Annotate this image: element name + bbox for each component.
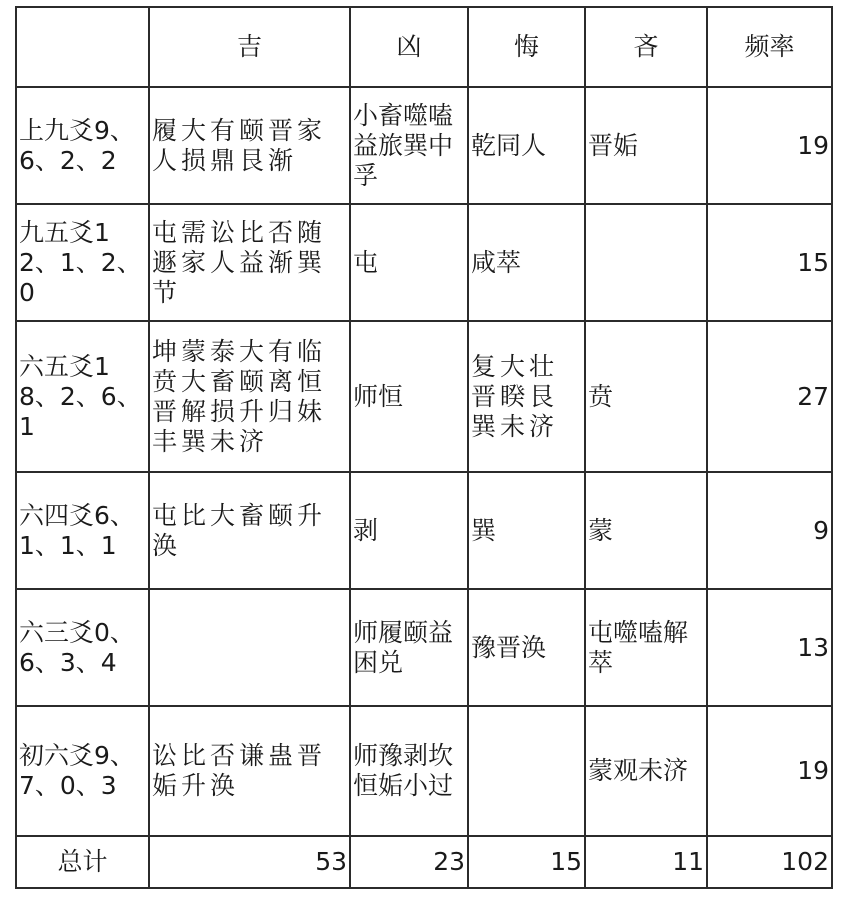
cell-hui: 复大壮晋睽艮巽未济 bbox=[468, 321, 585, 472]
cell-lin: 贲 bbox=[585, 321, 707, 472]
totals-label: 总计 bbox=[16, 836, 149, 888]
cell-frequency: 13 bbox=[707, 589, 832, 706]
total-hui: 15 bbox=[468, 836, 585, 888]
cell-xiong: 师恒 bbox=[350, 321, 468, 472]
cell-hui: 乾同人 bbox=[468, 87, 585, 204]
cell-frequency: 15 bbox=[707, 204, 832, 321]
total-ji: 53 bbox=[149, 836, 350, 888]
table-row bbox=[16, 589, 832, 706]
header-hui: 悔 bbox=[468, 7, 585, 87]
table-row bbox=[16, 321, 832, 472]
row-label: 上九爻9、6、2、2 bbox=[16, 87, 149, 204]
cell-xiong: 师履颐益困兑 bbox=[350, 589, 468, 706]
cell-xiong: 剥 bbox=[350, 472, 468, 589]
cell-xiong: 屯 bbox=[350, 204, 468, 321]
table-row bbox=[16, 204, 832, 321]
table-row bbox=[16, 87, 832, 204]
cell-xiong: 小畜噬嗑益旅巽中孚 bbox=[350, 87, 468, 204]
header-frequency: 频率 bbox=[707, 7, 832, 87]
table-row bbox=[16, 706, 832, 836]
cell-ji: 屯比大畜颐升涣 bbox=[149, 472, 350, 589]
row-label: 初六爻9、7、0、3 bbox=[16, 706, 149, 836]
cell-hui bbox=[468, 706, 585, 836]
total-lin: 11 bbox=[585, 836, 707, 888]
row-label: 六三爻0、6、3、4 bbox=[16, 589, 149, 706]
cell-hui: 咸萃 bbox=[468, 204, 585, 321]
header-xiong: 凶 bbox=[350, 7, 468, 87]
cell-ji bbox=[149, 589, 350, 706]
header-lin: 吝 bbox=[585, 7, 707, 87]
row-label: 六五爻18、2、6、1 bbox=[16, 321, 149, 472]
totals-row bbox=[16, 836, 832, 888]
hexagram-statistics-table bbox=[15, 6, 833, 889]
row-label: 六四爻6、1、1、1 bbox=[16, 472, 149, 589]
cell-ji: 履大有颐晋家人损鼎艮渐 bbox=[149, 87, 350, 204]
cell-lin: 蒙观未济 bbox=[585, 706, 707, 836]
cell-lin: 晋姤 bbox=[585, 87, 707, 204]
cell-ji: 坤蒙泰大有临贲大畜颐离恒晋解损升归妹丰巽未济 bbox=[149, 321, 350, 472]
header-row bbox=[16, 7, 832, 87]
cell-lin: 屯噬嗑解萃 bbox=[585, 589, 707, 706]
total-xiong: 23 bbox=[350, 836, 468, 888]
table-row bbox=[16, 472, 832, 589]
header-corner bbox=[16, 7, 149, 87]
cell-lin: 蒙 bbox=[585, 472, 707, 589]
cell-hui: 巽 bbox=[468, 472, 585, 589]
cell-frequency: 27 bbox=[707, 321, 832, 472]
cell-frequency: 19 bbox=[707, 706, 832, 836]
cell-ji: 屯需讼比否随遯家人益渐巽节 bbox=[149, 204, 350, 321]
row-label: 九五爻12、1、2、0 bbox=[16, 204, 149, 321]
total-frequency: 102 bbox=[707, 836, 832, 888]
cell-hui: 豫晋涣 bbox=[468, 589, 585, 706]
cell-frequency: 9 bbox=[707, 472, 832, 589]
cell-ji: 讼比否谦蛊晋姤升涣 bbox=[149, 706, 350, 836]
cell-xiong: 师豫剥坎恒姤小过 bbox=[350, 706, 468, 836]
cell-lin bbox=[585, 204, 707, 321]
header-ji: 吉 bbox=[149, 7, 350, 87]
cell-frequency: 19 bbox=[707, 87, 832, 204]
